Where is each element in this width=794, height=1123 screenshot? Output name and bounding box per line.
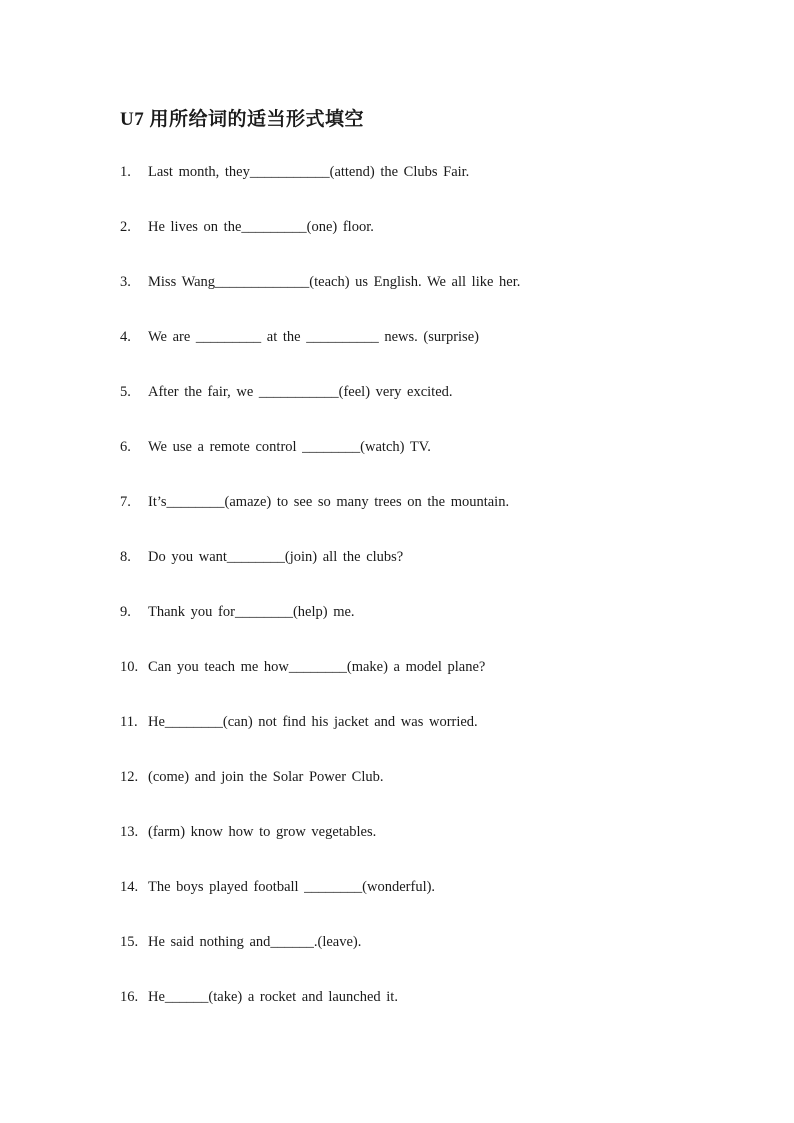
question-item [120, 325, 520, 380]
question-item [120, 490, 520, 545]
question-item [120, 655, 520, 710]
question-item [120, 545, 520, 600]
question-text: Can you teach me how________(make) a model plane? [148, 659, 486, 675]
question-text: He______(take) a rocket and launched it. [148, 989, 398, 1005]
question-text: (come) and join the Solar Power Club. [148, 769, 384, 785]
question-text: Miss Wang_____________(teach) us English. We all like her. [148, 274, 521, 290]
question-text: It’s________(amaze) to see so many trees on the mountain. [148, 494, 510, 510]
question-text: We use a remote control ________(watch) TV. [148, 439, 431, 455]
question-number: 3. [120, 274, 131, 290]
question-text: The boys played football ________(wonderful). [148, 879, 436, 895]
question-number: 6. [120, 439, 131, 455]
page-title: U7 用所给词的适当形式填空 [120, 109, 364, 130]
question-text: He said nothing and______.(leave). [148, 934, 362, 950]
question-number: 11. [120, 714, 138, 730]
question-item [120, 930, 520, 985]
question-item [120, 875, 520, 930]
question-item [120, 765, 520, 820]
question-number: 13. [120, 824, 139, 840]
question-item [120, 215, 520, 270]
question-number: 14. [120, 879, 139, 895]
question-number: 2. [120, 219, 131, 235]
question-text: Thank you for________(help) me. [148, 604, 355, 620]
question-number: 7. [120, 494, 131, 510]
question-number: 15. [120, 934, 139, 950]
question-item [120, 985, 520, 1040]
question-text: Do you want________(join) all the clubs? [148, 549, 404, 565]
question-text: He________(can) not find his jacket and was worried. [148, 714, 478, 730]
question-item [120, 435, 520, 490]
question-item [120, 160, 520, 215]
question-item [120, 600, 520, 655]
question-number: 10. [120, 659, 139, 675]
question-number: 4. [120, 329, 131, 345]
question-number: 16. [120, 989, 139, 1005]
question-number: 12. [120, 769, 139, 785]
question-number: 9. [120, 604, 131, 620]
question-text: Last month, they___________(attend) the Clubs Fair. [148, 164, 470, 180]
question-item [120, 820, 520, 875]
question-number: 5. [120, 384, 131, 400]
question-number: 1. [120, 164, 131, 180]
question-text: We are _________ at the __________ news. (surprise) [148, 329, 479, 345]
question-number: 8. [120, 549, 131, 565]
question-item [120, 380, 520, 435]
question-text: After the fair, we ___________(feel) very excited. [148, 384, 453, 400]
question-text: (farm) know how to grow vegetables. [148, 824, 377, 840]
question-item [120, 710, 520, 765]
question-item [120, 270, 520, 325]
question-list [120, 160, 520, 1040]
question-text: He lives on the_________(one) floor. [148, 219, 374, 235]
